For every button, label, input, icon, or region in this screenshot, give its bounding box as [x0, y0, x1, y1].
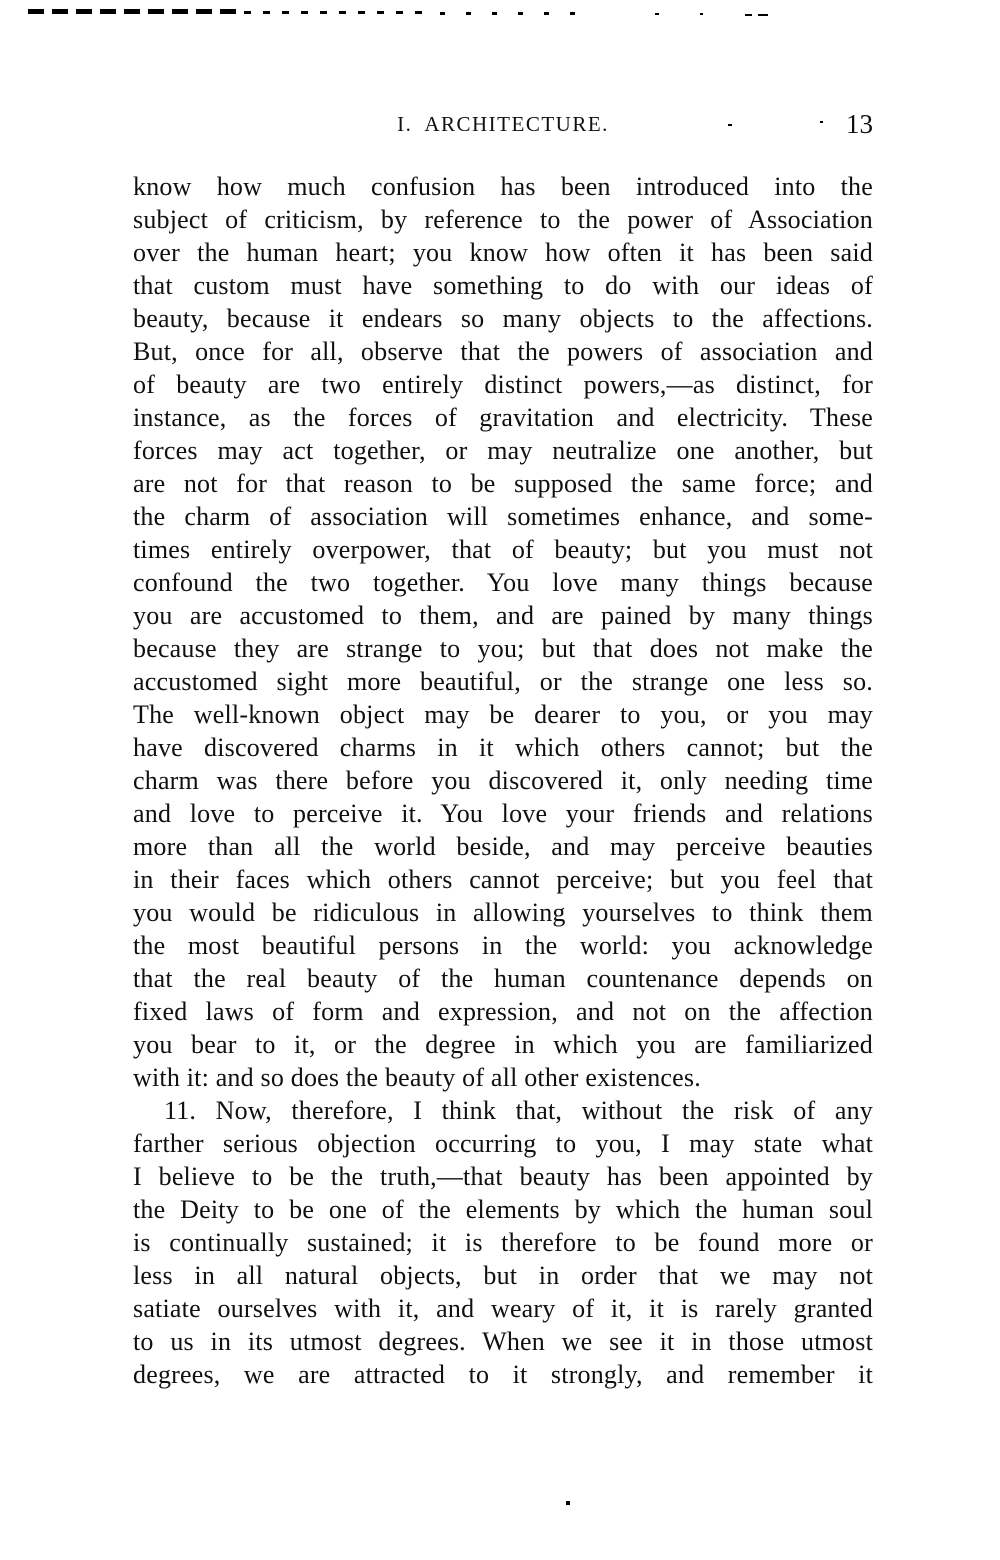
text-line: the charm of association will sometimes enhance, and some- [133, 502, 873, 531]
text-line: more than all the world beside, and may perceive beauties [133, 832, 873, 861]
page-header [133, 109, 873, 142]
text-line: the most beautiful persons in the world: you acknowledge [133, 931, 873, 960]
text-line: farther serious objection occurring to you, I may state what [133, 1129, 873, 1158]
page-body [133, 170, 873, 1391]
text-line: The well-known object may be dearer to you, or you may [133, 700, 873, 729]
text-line: confound the two together. You love many things because [133, 568, 873, 597]
scan-speck [566, 1501, 570, 1505]
text-line: fixed laws of form and expression, and not on the affection [133, 997, 873, 1026]
text-line: of beauty are two entirely distinct powers,—as distinct, for [133, 370, 873, 399]
text-line: instance, as the forces of gravitation and electricity. These [133, 403, 873, 432]
text-line: you bear to it, or the degree in which you are familiarized [133, 1030, 873, 1059]
text-line: that the real beauty of the human countenance depends on [133, 964, 873, 993]
scan-artifact-dashed-line [440, 12, 590, 15]
text-line: because they are strange to you; but that does not make the [133, 634, 873, 663]
scan-speck [655, 13, 659, 15]
text-line: with it: and so does the beauty of all other existences. [133, 1063, 701, 1092]
scan-speck [758, 14, 768, 16]
text-line: know how much confusion has been introduced into the [133, 172, 873, 201]
text-line: forces may act together, or may neutralize one another, but [133, 436, 873, 465]
text-line: less in all natural objects, but in order that we may not [133, 1261, 873, 1290]
page-number: 13 [846, 109, 873, 139]
text-line: and love to perceive it. You love your friends and relations [133, 799, 873, 828]
text-line: degrees, we are attracted to it strongly, and remember it [133, 1360, 873, 1389]
text-line: the Deity to be one of the elements by which the human soul [133, 1195, 873, 1224]
text-line: accustomed sight more beautiful, or the strange one less so. [133, 667, 873, 696]
text-line: to us in its utmost degrees. When we see it in those utmost [133, 1327, 873, 1356]
text-line: have discovered charms in it which others cannot; but the [133, 733, 873, 762]
text-line: subject of criticism, by reference to the power of Association [133, 205, 873, 234]
text-line: over the human heart; you know how often it has been said [133, 238, 873, 267]
section-number: I. [397, 112, 413, 136]
text-line: that custom must have something to do with our ideas of [133, 271, 873, 300]
text-line: in their faces which others cannot perceive; but you feel that [133, 865, 873, 894]
scan-speck [745, 14, 752, 16]
text-line: you would be ridiculous in allowing yourselves to think them [133, 898, 873, 927]
text-line: times entirely overpower, that of beauty; but you must not [133, 535, 873, 564]
scan-artifact-dashed-line [244, 11, 424, 14]
text-line: beauty, because it endears so many objects to the affections. [133, 304, 873, 333]
running-title [397, 112, 609, 137]
scan-artifact-dashed-line [28, 9, 238, 14]
text-line: charm was there before you discovered it, only needing time [133, 766, 873, 795]
text-line: is continually sustained; it is therefore to be found more or [133, 1228, 873, 1257]
text-line: But, once for all, observe that the powers of association and [133, 337, 873, 366]
text-line: are not for that reason to be supposed the same force; and [133, 469, 873, 498]
text-line: 11. Now, therefore, I think that, without the risk of any [164, 1096, 873, 1125]
running-title-text: ARCHITECTURE. [424, 112, 609, 136]
text-line: satiate ourselves with it, and weary of it, it is rarely granted [133, 1294, 873, 1323]
paragraph [133, 1094, 873, 1391]
text-line: you are accustomed to them, and are pained by many things [133, 601, 873, 630]
text-line: I believe to be the truth,—that beauty has been appointed by [133, 1162, 873, 1191]
scan-speck [700, 13, 703, 15]
paragraph [133, 170, 873, 1094]
